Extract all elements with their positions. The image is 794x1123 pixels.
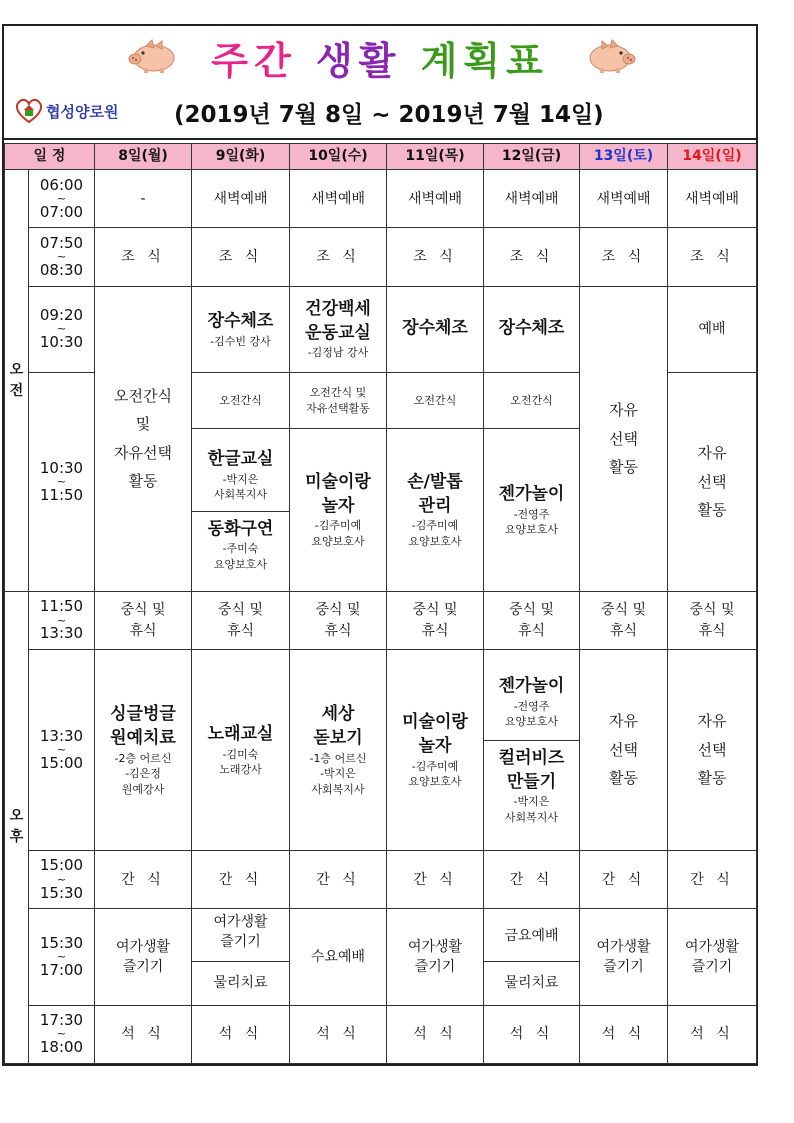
schedule-cell: 석 식 <box>387 1005 484 1063</box>
header-day: 8일(월) <box>95 144 192 170</box>
schedule-cell: 석 식 <box>290 1005 387 1063</box>
schedule-cell: - <box>95 170 192 228</box>
schedule-cell: 여가생활 즐기기 물리치료 <box>192 909 290 1005</box>
schedule-cell: 간 식 <box>668 851 757 909</box>
schedule-cell: 예배 <box>668 286 757 372</box>
subtitle-row <box>12 96 752 128</box>
schedule-cell: 세상 돋보기 -1층 어르신 -박지은 사회복지사 <box>290 650 387 851</box>
schedule-cell: 자유 선택 활동 <box>668 372 757 591</box>
header-day-sunday: 14일(일) <box>668 144 757 170</box>
table-row <box>5 1005 757 1063</box>
schedule-cell: 조 식 <box>192 228 290 286</box>
weekly-schedule-table <box>4 143 757 1064</box>
schedule-cell: 새벽예배 <box>580 170 668 228</box>
org-name: 협성양로원 <box>46 103 119 121</box>
schedule-cell: 새벽예배 <box>387 170 484 228</box>
schedule-cell: 간 식 <box>192 851 290 909</box>
table-row <box>5 228 757 286</box>
schedule-cell: 중식 및 휴식 <box>387 591 484 649</box>
pig-icon <box>586 38 638 74</box>
schedule-cell: 자유 선택 활동 <box>580 286 668 591</box>
schedule-cell: 금요예배 물리치료 <box>484 909 580 1005</box>
schedule-cell: 조 식 <box>668 228 757 286</box>
time-slot: 06:00 ~ 07:00 <box>29 170 95 228</box>
schedule-cell: 오전간식 및 자유선택활동 <box>290 372 387 428</box>
schedule-cell: 자유 선택 활동 <box>580 650 668 851</box>
schedule-cell: 석 식 <box>95 1005 192 1063</box>
table-row <box>5 909 757 1005</box>
page-header <box>4 26 756 140</box>
schedule-cell: 중식 및 휴식 <box>192 591 290 649</box>
schedule-cell: 조 식 <box>484 228 580 286</box>
schedule-cell: 싱글벙글 원예치료 -2층 어르신 -김은정 원예강사 <box>95 650 192 851</box>
schedule-cell: 수요예배 <box>290 909 387 1005</box>
schedule-cell: 노래교실 -김미숙 노래강사 <box>192 650 290 851</box>
time-slot: 15:30 ~ 17:00 <box>29 909 95 1005</box>
schedule-cell: 여가생활 즐기기 <box>580 909 668 1005</box>
schedule-cell: 미술이랑 놀자 -김주미예 요양보호사 <box>387 650 484 851</box>
schedule-cell: 새벽예배 <box>668 170 757 228</box>
schedule-cell: 조 식 <box>580 228 668 286</box>
time-slot: 11:50 ~ 13:30 <box>29 591 95 649</box>
schedule-cell: 석 식 <box>668 1005 757 1063</box>
header-day: 12일(금) <box>484 144 580 170</box>
schedule-cell: 여가생활 즐기기 <box>668 909 757 1005</box>
header-label: 일 정 <box>5 144 95 170</box>
header-day-saturday: 13일(토) <box>580 144 668 170</box>
schedule-cell: 미술이랑 놀자 -김주미예 요양보호사 <box>290 429 387 592</box>
schedule-cell: 중식 및 휴식 <box>580 591 668 649</box>
period-am: 오 전 <box>5 170 29 592</box>
schedule-cell: 중식 및 휴식 <box>95 591 192 649</box>
table-row <box>5 591 757 649</box>
table-row <box>5 650 757 851</box>
schedule-cell: 장수체조 <box>387 286 484 372</box>
schedule-cell: 중식 및 휴식 <box>290 591 387 649</box>
schedule-cell: 조 식 <box>387 228 484 286</box>
header-day: 10일(수) <box>290 144 387 170</box>
schedule-cell: 한글교실 -박지은 사회복지사 동화구연 -주미숙 요양보호사 <box>192 429 290 592</box>
table-row <box>5 170 757 228</box>
schedule-cell: 오전간식 <box>192 372 290 428</box>
schedule-cell: 간 식 <box>290 851 387 909</box>
schedule-cell: 조 식 <box>95 228 192 286</box>
time-slot: 15:00 ~ 15:30 <box>29 851 95 909</box>
schedule-cell: 장수체조 <box>484 286 580 372</box>
header-day: 9일(화) <box>192 144 290 170</box>
schedule-cell: 중식 및 휴식 <box>668 591 757 649</box>
title-part-2: 생활 <box>315 39 402 83</box>
time-slot: 07:50 ~ 08:30 <box>29 228 95 286</box>
title-part-3: 계획표 <box>420 39 549 83</box>
table-header-row <box>5 144 757 170</box>
page-title <box>4 30 756 85</box>
schedule-cell: 여가생활 즐기기 <box>95 909 192 1005</box>
schedule-cell: 중식 및 휴식 <box>484 591 580 649</box>
schedule-cell: 장수체조 -김수빈 강사 <box>192 286 290 372</box>
schedule-cell: 새벽예배 <box>290 170 387 228</box>
schedule-cell: 젠가놀이 -전영주 요양보호사 컬러비즈 만들기 -박지은 사회복지사 <box>484 650 580 851</box>
period-pm: 오 후 <box>5 591 29 1063</box>
header-day: 11일(목) <box>387 144 484 170</box>
schedule-cell: 새벽예배 <box>192 170 290 228</box>
schedule-cell: 조 식 <box>290 228 387 286</box>
table-row <box>5 286 757 372</box>
schedule-cell: 새벽예배 <box>484 170 580 228</box>
schedule-cell: 석 식 <box>192 1005 290 1063</box>
schedule-cell: 간 식 <box>580 851 668 909</box>
org-logo <box>12 98 152 126</box>
schedule-cell: 여가생활 즐기기 <box>387 909 484 1005</box>
schedule-cell: 건강백세 운동교실 -김정남 강사 <box>290 286 387 372</box>
table-row <box>5 851 757 909</box>
title-part-1: 주간 <box>211 39 297 83</box>
schedule-period: (2019년 7월 8일 ~ 2019년 7월 14일) <box>174 102 604 128</box>
schedule-cell: 간 식 <box>484 851 580 909</box>
schedule-cell: 간 식 <box>387 851 484 909</box>
time-slot: 17:30 ~ 18:00 <box>29 1005 95 1063</box>
schedule-cell: 석 식 <box>580 1005 668 1063</box>
schedule-cell: 젠가놀이 -전영주 요양보호사 <box>484 429 580 592</box>
schedule-cell: 오전간식 <box>484 372 580 428</box>
schedule-cell: 자유 선택 활동 <box>668 650 757 851</box>
heart-house-icon <box>14 98 44 124</box>
schedule-cell: 오전간식 및 자유선택 활동 <box>95 286 192 591</box>
time-slot: 09:20 ~ 10:30 <box>29 286 95 372</box>
time-slot: 13:30 ~ 15:00 <box>29 650 95 851</box>
schedule-cell: 간 식 <box>95 851 192 909</box>
schedule-cell: 오전간식 <box>387 372 484 428</box>
schedule-cell: 손/발톱 관리 -김주미예 요양보호사 <box>387 429 484 592</box>
schedule-cell: 석 식 <box>484 1005 580 1063</box>
time-slot: 10:30 ~ 11:50 <box>29 372 95 591</box>
